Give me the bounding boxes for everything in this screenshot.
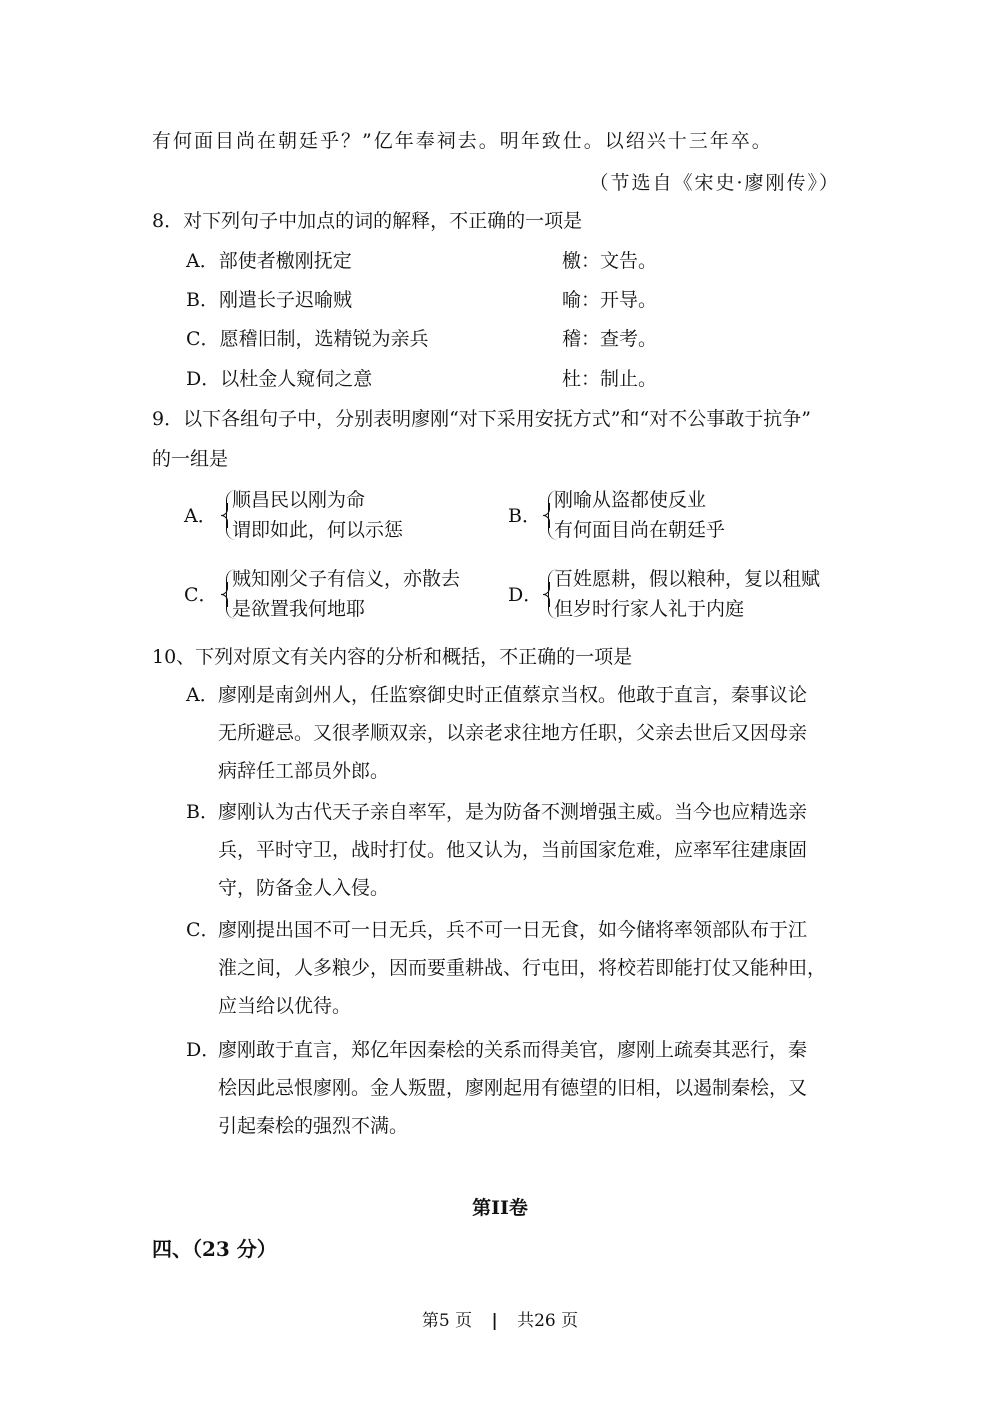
- q10-option-d-line2: 桧因此忌恨廖刚。金人叛盟，廖刚起用有德望的旧相，以遏制秦桧，又: [218, 1077, 808, 1099]
- q8-option-c: [186, 326, 429, 352]
- q10-stem: 10、下列对原文有关内容的分析和概括，不正确的一项是: [152, 646, 633, 668]
- q9-option-b-line1: 刚喻从盗都使反业: [554, 489, 707, 511]
- q8-option-d-key: D．: [186, 368, 221, 390]
- q10-option-d-line3: 引起秦桧的强烈不满。: [218, 1115, 409, 1137]
- q10-option-c-line3: 应当给以优待。: [218, 995, 352, 1017]
- q9-option-b-pair: [554, 485, 725, 545]
- section-four-heading: 四、（23 分）: [152, 1237, 277, 1261]
- q10-option-c-line2: 淮之间，人多粮少，因而要重耕战、行屯田，将校若即能打仗又能种田，: [218, 957, 827, 979]
- q10-option-b-line3: 守，防备金人入侵。: [218, 877, 390, 899]
- q9-option-b-line2: 有何面目尚在朝廷乎: [554, 519, 726, 541]
- q10-option-a-line3: 病辞任工部员外郎。: [218, 760, 390, 782]
- footer-page-number: 第5 页: [421, 1311, 473, 1331]
- q8-option-b-gloss: 喻：开导。: [562, 289, 658, 311]
- q10-option-d-text: [218, 1031, 850, 1145]
- q9-option-c-line2: 是欲置我何地耶: [232, 598, 366, 620]
- q8-option-d: [186, 366, 372, 392]
- q8-option-a-text: 部使者檄刚抚定: [218, 250, 352, 272]
- q10-option-d-line1: 廖刚敢于直言，郑亿年因秦桧的关系而得美官，廖刚上疏奏其恶行，秦: [218, 1039, 808, 1061]
- footer-total-pages: 共26 页: [517, 1311, 579, 1331]
- q9-option-a-pair: [232, 485, 403, 545]
- q10-option-c-line1: 廖刚提出国不可一日无兵，兵不可一日无食，如今储将率领部队布于江: [218, 919, 808, 941]
- q10-option-b-key: B．: [186, 801, 219, 823]
- q8-option-b-key: B．: [186, 289, 219, 311]
- volume-title: 第II卷: [472, 1197, 528, 1219]
- q9-option-c-pair: [232, 564, 460, 624]
- q8-option-a-gloss: 檄：文告。: [562, 250, 658, 272]
- q8-option-b-text: 刚遣长子迟喻贼: [218, 289, 352, 311]
- q9-stem-line2: 的一组是: [152, 448, 229, 470]
- q8-option-d-gloss: 杜：制止。: [562, 368, 658, 390]
- q9-option-c-key: C．: [184, 584, 218, 606]
- q9-option-a-key: A．: [184, 505, 217, 527]
- q8-option-c-text: 愿稽旧制，选精锐为亲兵: [219, 328, 429, 350]
- q10-option-c-text: [218, 911, 850, 1025]
- q10-option-a-line2: 无所避忌。又很孝顺双亲，以亲老求往地方任职，父亲去世后又因母亲: [218, 722, 808, 744]
- page-footer: [0, 1309, 1000, 1333]
- q9-stem-line1: 9．以下各组句子中，分别表明廖刚“对下采用安抚方式”和“对不公事敢于抗争”: [152, 408, 811, 430]
- q9-option-d-line2: 但岁时行家人礼于内庭: [554, 598, 745, 620]
- q8-option-d-text: 以杜金人窥伺之意: [220, 368, 373, 390]
- passage-end-line: 有何面目尚在朝廷乎？”亿年奉祠去。明年致仕。以绍兴十三年卒。: [152, 130, 773, 152]
- q9-option-a-line2: 谓即如此，何以示惩: [232, 519, 404, 541]
- q9-option-d-pair: [554, 564, 820, 624]
- q8-option-a-key: A．: [186, 250, 219, 272]
- footer-separator: |: [491, 1311, 498, 1331]
- q10-option-a-key: A．: [186, 684, 219, 706]
- q9-option-d-line1: 百姓愿耕，假以粮种，复以租赋: [554, 568, 821, 590]
- q10-option-b-line2: 兵，平时守卫，战时打仗。他又认为，当前国家危难，应率军往建康固: [218, 839, 808, 861]
- q10-option-d-key: D．: [186, 1039, 221, 1061]
- q8-option-a: [186, 248, 352, 274]
- q9-option-d-key: D．: [508, 584, 543, 606]
- q9-option-c-line1: 贼知刚父子有信义，亦散去: [232, 568, 461, 590]
- source-citation: （节选自《宋史·廖刚传》）: [589, 172, 840, 194]
- q8-stem: 8．对下列句子中加点的词的解释，不正确的一项是: [152, 210, 583, 232]
- q8-option-b: [186, 287, 352, 313]
- q10-option-b-text: [218, 793, 850, 907]
- q10-option-c-key: C．: [186, 919, 220, 941]
- q9-option-a-line1: 顺昌民以刚为命: [232, 489, 366, 511]
- q10-option-a-line1: 廖刚是南剑州人，任监察御史时正值蔡京当权。他敢于直言，秦事议论: [218, 684, 808, 706]
- q8-option-c-gloss: 稽：查考。: [562, 328, 658, 350]
- q10-option-a-text: [218, 676, 850, 790]
- q10-option-b-line1: 廖刚认为古代天子亲自率军，是为防备不测增强主威。当今也应精选亲: [218, 801, 808, 823]
- q8-option-c-key: C．: [186, 328, 220, 350]
- q9-option-b-key: B．: [508, 505, 541, 527]
